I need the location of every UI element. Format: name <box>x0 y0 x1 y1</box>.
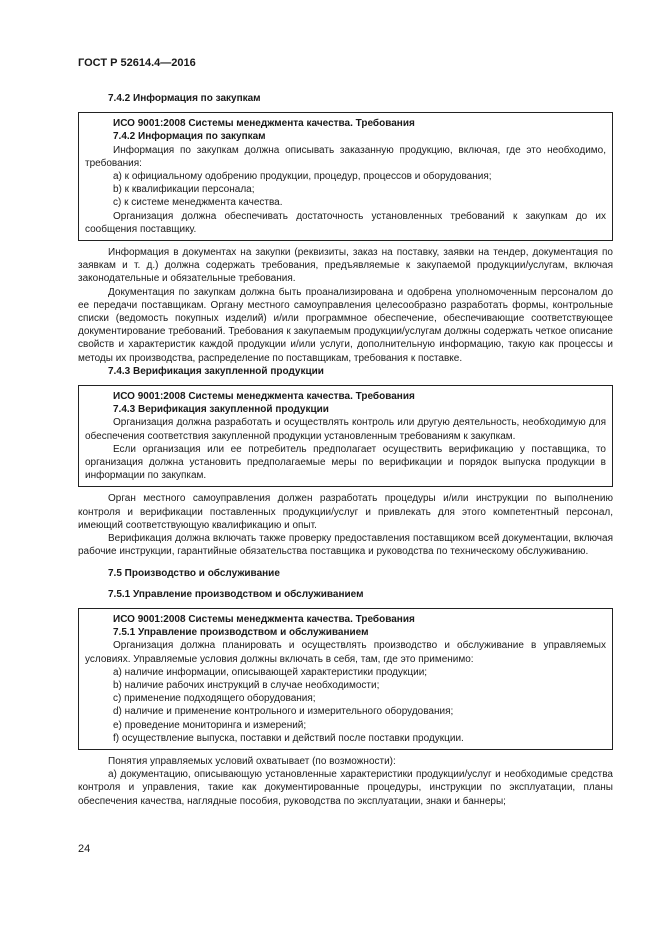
standard-title: ИСО 9001:2008 Системы менеджмента качества. Требования <box>113 613 415 625</box>
standard-quote-box <box>78 112 613 241</box>
list-item: d) наличие и применение контрольного и измерительного оборудования; <box>113 706 454 718</box>
section-heading: 7.4.3 Верификация закупленной продукции <box>108 365 324 377</box>
standard-title: ИСО 9001:2008 Системы менеджмента качества. Требования <box>113 118 415 130</box>
list-item: b) наличие рабочих инструкций в случае необходимости; <box>113 679 380 691</box>
quote-paragraph: Если организация или ее потребитель предполагает осуществить верификацию у поставщика, то организация должна установить предполагаемые меры по верификации и порядок выпуска продукции в информации по закупкам. <box>85 443 606 482</box>
standard-subtitle: 7.5.1 Управление производством и обслуживанием <box>113 627 369 639</box>
quote-paragraph: Организация должна обеспечивать достаточность установленных требований к закупкам до их сообщения поставщику. <box>85 210 606 235</box>
page-content <box>78 92 613 808</box>
body-paragraph: Понятия управляемых условий охватывает (по возможности): <box>108 755 396 767</box>
standard-title: ИСО 9001:2008 Системы менеджмента качества. Требования <box>113 391 415 403</box>
document-header: ГОСТ Р 52614.4—2016 <box>78 57 196 69</box>
standard-subtitle: 7.4.2 Информация по закупкам <box>113 131 266 143</box>
quote-paragraph: Организация должна разработать и осуществлять контроль или другую деятельность, необходимую для обеспечения соответствия закупленной продукции установленным требованиям к закупкам. <box>85 417 606 442</box>
section-heading: 7.5.1 Управление производством и обслуживанием <box>108 588 364 600</box>
quote-paragraph: Организация должна планировать и осуществлять производство и обслуживание в управляемых условиях. Управляемые условия должны включать в себя, там, где это применимо: <box>85 640 606 665</box>
list-item: а) к официальному одобрению продукции, процедур, процессов и оборудования; <box>113 171 492 183</box>
list-item: а) наличие информации, описывающей характеристики продукции; <box>113 666 428 678</box>
section-heading: 7.5 Производство и обслуживание <box>108 567 280 579</box>
page-number: 24 <box>78 843 91 855</box>
quote-paragraph: Информация по закупкам должна описывать заказанную продукцию, включая, где это необходимо, требования: <box>85 144 606 169</box>
standard-quote-box <box>78 608 613 750</box>
list-item: f) осуществление выпуска, поставки и действий после поставки продукции. <box>113 732 464 744</box>
section-heading: 7.4.2 Информация по закупкам <box>108 93 261 104</box>
list-item: е) проведение мониторинга и измерений; <box>113 719 307 731</box>
standard-quote-box <box>78 385 613 487</box>
list-item: с) к системе менеджмента качества. <box>113 197 283 209</box>
body-paragraph: Информация в документах на закупки (реквизиты, заказ на поставку, заявки на тендер, документация по заявкам и т. д.) должна содержать требования, предъявляемые к закупаемой продукции/услугам, включая законодательные и обязательные требования. <box>78 247 613 285</box>
body-paragraph: а) документацию, описывающую установленные характеристики продукции/услуг и необходимые средства контроля и управления, такие как документированные процедуры, инструкции по эксплуатации, планы обеспечения качества, наглядные пособия, руководства по эксплуатации, знаки и баннеры; <box>78 769 613 807</box>
list-item: с) применение подходящего оборудования; <box>113 693 316 705</box>
body-paragraph: Верификация должна включать также проверку предоставления поставщиком всей документации, включая рабочие инструкции, гарантийные обязательства поставщика и руководства по техническому обслуживанию. <box>78 533 613 558</box>
standard-subtitle: 7.4.3 Верификация закупленной продукции <box>113 404 329 416</box>
body-paragraph: Орган местного самоуправления должен разработать процедуры и/или инструкции по выполнению контроля и верификации поставленных продукции/услуг и привлекать для этого компетентный персонал, имеющий соответствующую квалификацию и опыт. <box>78 493 613 531</box>
list-item: b) к квалификации персонала; <box>113 184 255 196</box>
body-paragraph: Документация по закупкам должна быть проанализирована и одобрена уполномоченным персоналом до ее передачи поставщикам. Органу местного самоуправления целесообразно разработать формы, контрольные списки (ведомость покупных изделий) и/или программное обеспечение, обеспечивающие соответствующее документирование требований. Требования к закупаемым продукции/услугам должны содержать четкое описание свойств и характеристик каждой продукции и/или услуги, дополнительную информацию, такую как процессы и методы их производства, распределение по поставщикам, требования к поставке. <box>78 286 613 364</box>
